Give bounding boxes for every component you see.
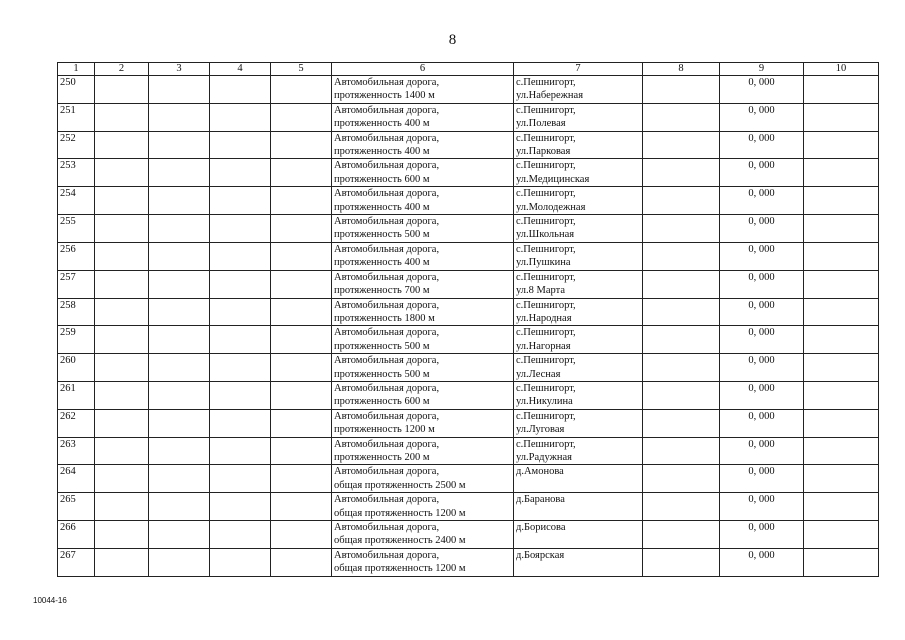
- table-row: [58, 270, 879, 298]
- table-row: [58, 465, 879, 493]
- location-line-1: с.Пешнигорт,: [516, 132, 576, 144]
- value-cell: 0, 000: [720, 381, 804, 409]
- location-cell: [514, 242, 643, 270]
- empty-cell-col-5: [271, 159, 332, 187]
- row-number-cell: 257: [58, 270, 95, 298]
- object-name-cell: [332, 465, 514, 493]
- location-line-1: с.Пешнигорт,: [516, 216, 576, 228]
- empty-cell-col-2: [95, 215, 149, 243]
- empty-cell-col-5: [271, 187, 332, 215]
- location-line-1: с.Пешнигорт,: [516, 160, 576, 172]
- row-number-cell: 263: [58, 437, 95, 465]
- empty-cell-col-10: [804, 270, 879, 298]
- object-name-line-2: протяженность 400 м: [334, 146, 430, 158]
- empty-cell-col-5: [271, 493, 332, 521]
- empty-cell-col-5: [271, 270, 332, 298]
- location-cell: [514, 409, 643, 437]
- value-cell: 0, 000: [720, 326, 804, 354]
- table-row: [58, 215, 879, 243]
- value-cell: 0, 000: [720, 548, 804, 576]
- empty-cell-col-2: [95, 548, 149, 576]
- table-row: [58, 103, 879, 131]
- object-name-line-2: протяженность 400 м: [334, 201, 430, 213]
- empty-cell-col-10: [804, 76, 879, 104]
- object-name-line-2: общая протяженность 1200 м: [334, 507, 466, 519]
- empty-cell-col-4: [210, 409, 271, 437]
- empty-cell-col-10: [804, 326, 879, 354]
- value-cell: 0, 000: [720, 76, 804, 104]
- empty-cell-col-4: [210, 76, 271, 104]
- empty-cell-col-3: [149, 103, 210, 131]
- empty-cell-col-3: [149, 437, 210, 465]
- empty-cell-col-8: [643, 215, 720, 243]
- location-line-1: с.Пешнигорт,: [516, 243, 576, 255]
- location-line-2: ул.Медицинская: [516, 173, 590, 185]
- empty-cell-col-2: [95, 187, 149, 215]
- object-name-line-1: Автомобильная дорога,: [334, 216, 440, 228]
- value-cell: 0, 000: [720, 270, 804, 298]
- location-line-2: ул.8 Марта: [516, 285, 566, 297]
- empty-cell-col-8: [643, 159, 720, 187]
- location-line-1: с.Пешнигорт,: [516, 327, 576, 339]
- empty-cell-col-2: [95, 493, 149, 521]
- location-line-2: ул.Радужная: [516, 451, 572, 463]
- row-number-cell: 251: [58, 103, 95, 131]
- empty-cell-col-3: [149, 242, 210, 270]
- value-cell: 0, 000: [720, 215, 804, 243]
- empty-cell-col-3: [149, 298, 210, 326]
- location-cell: [514, 103, 643, 131]
- column-header-6: 6: [332, 63, 514, 76]
- empty-cell-col-10: [804, 548, 879, 576]
- empty-cell-col-10: [804, 187, 879, 215]
- object-name-line-2: протяженность 500 м: [334, 229, 430, 241]
- object-name-cell: [332, 548, 514, 576]
- empty-cell-col-2: [95, 103, 149, 131]
- empty-cell-col-8: [643, 465, 720, 493]
- empty-cell-col-8: [643, 76, 720, 104]
- empty-cell-col-2: [95, 465, 149, 493]
- empty-cell-col-3: [149, 187, 210, 215]
- empty-cell-col-8: [643, 381, 720, 409]
- object-name-line-2: протяженность 500 м: [334, 340, 430, 352]
- empty-cell-col-2: [95, 76, 149, 104]
- empty-cell-col-3: [149, 76, 210, 104]
- empty-cell-col-5: [271, 215, 332, 243]
- object-name-cell: [332, 215, 514, 243]
- value-cell: 0, 000: [720, 242, 804, 270]
- empty-cell-col-3: [149, 270, 210, 298]
- object-name-line-1: Автомобильная дорога,: [334, 299, 440, 311]
- location-cell: [514, 159, 643, 187]
- column-header-3: 3: [149, 63, 210, 76]
- empty-cell-col-8: [643, 437, 720, 465]
- empty-cell-col-2: [95, 521, 149, 549]
- location-line-1: с.Пешнигорт,: [516, 382, 576, 394]
- object-name-line-2: протяженность 200 м: [334, 451, 430, 463]
- empty-cell-col-3: [149, 409, 210, 437]
- empty-cell-col-5: [271, 242, 332, 270]
- object-name-line-1: Автомобильная дорога,: [334, 410, 440, 422]
- object-name-line-1: Автомобильная дорога,: [334, 160, 440, 172]
- row-number-cell: 265: [58, 493, 95, 521]
- empty-cell-col-3: [149, 159, 210, 187]
- empty-cell-col-2: [95, 326, 149, 354]
- empty-cell-col-2: [95, 131, 149, 159]
- empty-cell-col-5: [271, 409, 332, 437]
- object-name-line-2: общая протяженность 1200 м: [334, 563, 466, 575]
- empty-cell-col-2: [95, 159, 149, 187]
- object-name-cell: [332, 409, 514, 437]
- object-name-cell: [332, 131, 514, 159]
- table-row: [58, 381, 879, 409]
- object-name-cell: [332, 103, 514, 131]
- value-cell: 0, 000: [720, 131, 804, 159]
- empty-cell-col-2: [95, 409, 149, 437]
- object-name-line-2: протяженность 400 м: [334, 118, 430, 130]
- empty-cell-col-2: [95, 298, 149, 326]
- location-line-1: с.Пешнигорт,: [516, 299, 576, 311]
- location-cell: [514, 76, 643, 104]
- register-table: [57, 62, 879, 577]
- empty-cell-col-3: [149, 326, 210, 354]
- location-line-2: ул.Луговая: [516, 424, 565, 436]
- empty-cell-col-5: [271, 326, 332, 354]
- object-name-line-1: Автомобильная дорога,: [334, 466, 440, 478]
- location-line-1: с.Пешнигорт,: [516, 77, 576, 88]
- empty-cell-col-8: [643, 354, 720, 382]
- object-name-line-1: Автомобильная дорога,: [334, 132, 440, 144]
- empty-cell-col-10: [804, 521, 879, 549]
- empty-cell-col-10: [804, 465, 879, 493]
- column-header-8: 8: [643, 63, 720, 76]
- empty-cell-col-5: [271, 298, 332, 326]
- row-number-cell: 252: [58, 131, 95, 159]
- object-name-cell: [332, 326, 514, 354]
- empty-cell-col-10: [804, 381, 879, 409]
- location-cell: [514, 187, 643, 215]
- empty-cell-col-10: [804, 242, 879, 270]
- location-line-2: ул.Парковая: [516, 146, 571, 158]
- location-line-1: д.Борисова: [516, 522, 566, 533]
- empty-cell-col-5: [271, 76, 332, 104]
- value-cell: 0, 000: [720, 493, 804, 521]
- empty-cell-col-3: [149, 381, 210, 409]
- empty-cell-col-4: [210, 381, 271, 409]
- empty-cell-col-4: [210, 159, 271, 187]
- empty-cell-col-4: [210, 103, 271, 131]
- empty-cell-col-4: [210, 187, 271, 215]
- value-cell: 0, 000: [720, 159, 804, 187]
- object-name-line-2: протяженность 400 м: [334, 257, 430, 269]
- location-cell: [514, 354, 643, 382]
- object-name-cell: [332, 493, 514, 521]
- object-name-line-2: протяженность 700 м: [334, 285, 430, 297]
- location-line-2: ул.Пушкина: [516, 257, 571, 269]
- location-cell: [514, 493, 643, 521]
- row-number-cell: 260: [58, 354, 95, 382]
- column-header-9: 9: [720, 63, 804, 76]
- empty-cell-col-8: [643, 131, 720, 159]
- value-cell: 0, 000: [720, 354, 804, 382]
- object-name-cell: [332, 76, 514, 104]
- empty-cell-col-5: [271, 521, 332, 549]
- location-cell: [514, 381, 643, 409]
- empty-cell-col-8: [643, 409, 720, 437]
- empty-cell-col-2: [95, 354, 149, 382]
- object-name-cell: [332, 381, 514, 409]
- location-line-1: д.Баранова: [516, 494, 565, 506]
- table-row: [58, 76, 879, 104]
- table-header-row: [58, 63, 879, 76]
- empty-cell-col-5: [271, 131, 332, 159]
- value-cell: 0, 000: [720, 103, 804, 131]
- empty-cell-col-10: [804, 409, 879, 437]
- row-number-cell: 264: [58, 465, 95, 493]
- object-name-cell: [332, 270, 514, 298]
- location-line-1: с.Пешнигорт,: [516, 271, 576, 283]
- row-number-cell: 253: [58, 159, 95, 187]
- row-number-cell: 250: [58, 76, 95, 104]
- empty-cell-col-4: [210, 437, 271, 465]
- column-header-7: 7: [514, 63, 643, 76]
- object-name-line-1: Автомобильная дорога,: [334, 104, 440, 116]
- table-row: [58, 159, 879, 187]
- object-name-line-1: Автомобильная дорога,: [334, 327, 440, 339]
- empty-cell-col-2: [95, 242, 149, 270]
- empty-cell-col-4: [210, 242, 271, 270]
- location-line-2: ул.Никулина: [516, 396, 573, 408]
- location-cell: [514, 437, 643, 465]
- value-cell: 0, 000: [720, 437, 804, 465]
- row-number-cell: 254: [58, 187, 95, 215]
- location-line-1: с.Пешнигорт,: [516, 104, 576, 116]
- location-line-2: ул.Полевая: [516, 118, 566, 130]
- empty-cell-col-3: [149, 521, 210, 549]
- location-line-1: д.Амонова: [516, 466, 564, 478]
- column-header-4: 4: [210, 63, 271, 76]
- object-name-line-2: общая протяженность 2400 м: [334, 535, 466, 547]
- location-line-1: д.Боярская: [516, 549, 565, 561]
- location-line-2: ул.Нагорная: [516, 340, 571, 352]
- table-row: [58, 521, 879, 549]
- location-line-2: ул.Народная: [516, 312, 572, 324]
- object-name-line-1: Автомобильная дорога,: [334, 188, 440, 200]
- object-name-cell: [332, 187, 514, 215]
- location-line-1: с.Пешнигорт,: [516, 188, 576, 200]
- object-name-line-2: протяженность 1200 м: [334, 424, 435, 436]
- table-body: [58, 76, 879, 577]
- empty-cell-col-2: [95, 437, 149, 465]
- empty-cell-col-8: [643, 298, 720, 326]
- table-row: [58, 493, 879, 521]
- empty-cell-col-4: [210, 354, 271, 382]
- empty-cell-col-3: [149, 548, 210, 576]
- location-line-2: ул.Молодежная: [516, 201, 586, 213]
- empty-cell-col-3: [149, 465, 210, 493]
- object-name-cell: [332, 298, 514, 326]
- object-name-line-1: Автомобильная дорога,: [334, 271, 440, 283]
- object-name-line-2: протяженность 600 м: [334, 396, 430, 408]
- empty-cell-col-8: [643, 103, 720, 131]
- empty-cell-col-10: [804, 159, 879, 187]
- empty-cell-col-3: [149, 131, 210, 159]
- empty-cell-col-5: [271, 465, 332, 493]
- object-name-line-2: протяженность 1400 м: [334, 90, 435, 102]
- empty-cell-col-10: [804, 493, 879, 521]
- object-name-line-2: протяженность 600 м: [334, 173, 430, 185]
- column-header-1: 1: [58, 63, 95, 76]
- value-cell: 0, 000: [720, 187, 804, 215]
- footer-code: 10044-16: [33, 596, 67, 605]
- table-row: [58, 187, 879, 215]
- object-name-cell: [332, 354, 514, 382]
- location-cell: [514, 326, 643, 354]
- location-line-1: с.Пешнигорт,: [516, 438, 576, 450]
- empty-cell-col-3: [149, 354, 210, 382]
- row-number-cell: 266: [58, 521, 95, 549]
- table-row: [58, 131, 879, 159]
- location-cell: [514, 298, 643, 326]
- empty-cell-col-4: [210, 326, 271, 354]
- empty-cell-col-5: [271, 381, 332, 409]
- table-row: [58, 298, 879, 326]
- location-line-2: ул.Лесная: [516, 368, 561, 380]
- value-cell: 0, 000: [720, 521, 804, 549]
- empty-cell-col-4: [210, 465, 271, 493]
- location-line-1: с.Пешнигорт,: [516, 355, 576, 367]
- location-line-2: ул.Школьная: [516, 229, 575, 241]
- location-cell: [514, 270, 643, 298]
- empty-cell-col-4: [210, 270, 271, 298]
- empty-cell-col-4: [210, 298, 271, 326]
- location-line-1: с.Пешнигорт,: [516, 410, 576, 422]
- row-number-cell: 256: [58, 242, 95, 270]
- row-number-cell: 267: [58, 548, 95, 576]
- value-cell: 0, 000: [720, 465, 804, 493]
- object-name-line-1: Автомобильная дорога,: [334, 522, 440, 533]
- empty-cell-col-2: [95, 270, 149, 298]
- empty-cell-col-10: [804, 437, 879, 465]
- empty-cell-col-5: [271, 437, 332, 465]
- empty-cell-col-4: [210, 548, 271, 576]
- empty-cell-col-5: [271, 548, 332, 576]
- object-name-line-1: Автомобильная дорога,: [334, 355, 440, 367]
- table-row: [58, 354, 879, 382]
- column-header-10: 10: [804, 63, 879, 76]
- object-name-cell: [332, 437, 514, 465]
- object-name-cell: [332, 521, 514, 549]
- table-row: [58, 437, 879, 465]
- location-line-2: ул.Набережная: [516, 90, 584, 102]
- empty-cell-col-8: [643, 493, 720, 521]
- object-name-line-1: Автомобильная дорога,: [334, 77, 440, 88]
- location-cell: [514, 521, 643, 549]
- empty-cell-col-3: [149, 493, 210, 521]
- empty-cell-col-8: [643, 521, 720, 549]
- row-number-cell: 261: [58, 381, 95, 409]
- empty-cell-col-4: [210, 215, 271, 243]
- object-name-cell: [332, 159, 514, 187]
- object-name-line-2: общая протяженность 2500 м: [334, 479, 466, 491]
- table-row: [58, 409, 879, 437]
- object-name-line-1: Автомобильная дорога,: [334, 494, 440, 506]
- row-number-cell: 259: [58, 326, 95, 354]
- location-cell: [514, 215, 643, 243]
- empty-cell-col-8: [643, 242, 720, 270]
- empty-cell-col-4: [210, 521, 271, 549]
- location-cell: [514, 465, 643, 493]
- value-cell: 0, 000: [720, 298, 804, 326]
- row-number-cell: 258: [58, 298, 95, 326]
- object-name-line-1: Автомобильная дорога,: [334, 438, 440, 450]
- object-name-line-1: Автомобильная дорога,: [334, 382, 440, 394]
- row-number-cell: 262: [58, 409, 95, 437]
- empty-cell-col-5: [271, 103, 332, 131]
- location-cell: [514, 131, 643, 159]
- empty-cell-col-10: [804, 354, 879, 382]
- empty-cell-col-10: [804, 103, 879, 131]
- empty-cell-col-3: [149, 215, 210, 243]
- object-name-line-2: протяженность 500 м: [334, 368, 430, 380]
- page-number: 8: [448, 32, 457, 48]
- row-number-cell: 255: [58, 215, 95, 243]
- empty-cell-col-2: [95, 381, 149, 409]
- object-name-line-1: Автомобильная дорога,: [334, 243, 440, 255]
- table-row: [58, 242, 879, 270]
- table-row: [58, 548, 879, 576]
- column-header-2: 2: [95, 63, 149, 76]
- column-header-5: 5: [271, 63, 332, 76]
- table-row: [58, 326, 879, 354]
- empty-cell-col-4: [210, 131, 271, 159]
- object-name-cell: [332, 242, 514, 270]
- empty-cell-col-8: [643, 270, 720, 298]
- empty-cell-col-8: [643, 187, 720, 215]
- object-name-line-2: протяженность 1800 м: [334, 312, 435, 324]
- value-cell: 0, 000: [720, 409, 804, 437]
- empty-cell-col-10: [804, 131, 879, 159]
- empty-cell-col-10: [804, 298, 879, 326]
- empty-cell-col-10: [804, 215, 879, 243]
- location-cell: [514, 548, 643, 576]
- empty-cell-col-8: [643, 548, 720, 576]
- object-name-line-1: Автомобильная дорога,: [334, 549, 440, 561]
- empty-cell-col-5: [271, 354, 332, 382]
- empty-cell-col-4: [210, 493, 271, 521]
- empty-cell-col-8: [643, 326, 720, 354]
